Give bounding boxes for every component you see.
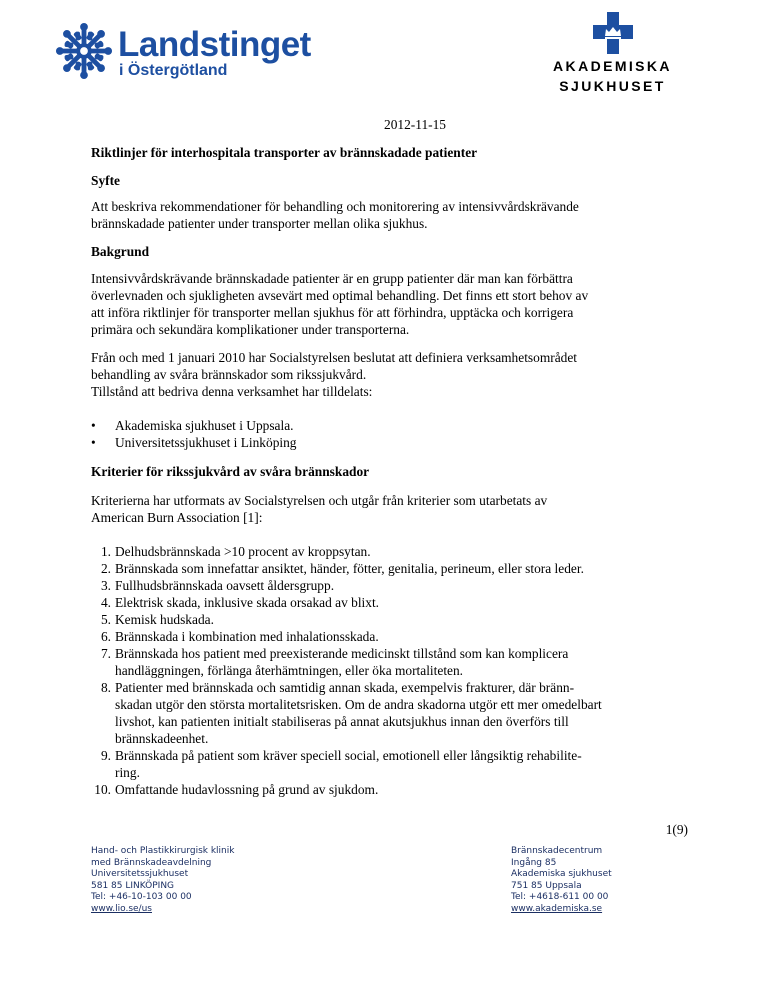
logo-line-sjukhuset: SJUKHUSET (559, 78, 666, 94)
paragraph-line: Intensivvårdskrävande brännskadade patienter är en grupp patienter där man kan förbättra (91, 271, 573, 286)
criteria-number: 5. (100, 612, 111, 627)
bullet-icon: • (91, 418, 96, 433)
logo-subtitle: i Östergötland (119, 62, 228, 79)
paragraph-line: överlevnaden och sjukligheten avsevärt med optimal behandling. Det finns ett stort behov av (91, 288, 589, 303)
criteria-number: 4. (100, 595, 111, 610)
footer-line: Tel: +4618-611 00 00 (511, 892, 609, 902)
criteria-text: Delhudsbrännskada >10 procent av kroppsytan. (115, 544, 371, 559)
list-item (91, 417, 691, 434)
page-number: 1(9) (665, 822, 688, 837)
list-item-text: Akademiska sjukhuset i Uppsala. (115, 418, 294, 433)
footer-right (511, 846, 612, 915)
criteria-item (91, 747, 711, 781)
paragraph-line: behandling av svåra brännskador som rikssjukvård. (91, 367, 367, 382)
footer-line: 751 85 Uppsala (511, 880, 582, 891)
paragraph-line: att införa riktlinjer för transporter mellan sjukhus för att förhindra, upptäcka och korrigera (91, 305, 574, 320)
logo-title: Landstinget (118, 25, 311, 64)
bullet-icon: • (91, 435, 96, 450)
criteria-item (91, 560, 711, 577)
criteria-number: 6. (100, 629, 111, 644)
logo-line-akademiska: AKADEMISKA (553, 58, 672, 74)
bullet-list (91, 417, 691, 451)
paragraph-line: Tillstånd att bedriva denna verksamhet har tilldelats: (91, 384, 373, 399)
paragraph-line: brännskadade patienter under transporter mellan olika sjukhus. (91, 216, 428, 231)
criteria-text: Brännskada som innefattar ansiktet, händer, fötter, genitalia, perineum, eller stora leder. (115, 561, 584, 576)
criteria-text: Fullhudsbrännskada oavsett åldersgrupp. (115, 578, 335, 593)
footer-link-lio[interactable]: www.lio.se/us (91, 903, 152, 914)
criteria-number: 9. (100, 748, 111, 763)
criteria-text: skadan utgör den största mortalitetsrisken. Om de andra skadorna utgör ett mer omedelbart (115, 697, 602, 712)
criteria-text: Omfattande hudavlossning på grund av sjukdom. (115, 782, 379, 797)
snowflake-emblem-icon (55, 22, 113, 80)
crown-cross-icon (593, 12, 633, 54)
criteria-text: ring. (115, 765, 140, 780)
criteria-text: Brännskada i kombination med inhalationsskada. (115, 629, 379, 644)
syfte-paragraph (91, 198, 691, 232)
paragraph-line: primära och sekundära komplikationer under transporterna. (91, 322, 410, 337)
criteria-item (91, 628, 711, 645)
criteria-list (91, 543, 711, 798)
footer-line: 581 85 LINKÖPING (91, 880, 175, 891)
criteria-number: 7. (100, 646, 111, 661)
criteria-item (91, 611, 711, 628)
footer-line: med Brännskadeavdelning (91, 857, 212, 868)
criteria-text: brännskadeenhet. (115, 731, 209, 746)
criteria-text: handläggningen, förlänga återhämtningen, eller öka mortaliteten. (115, 663, 464, 678)
criteria-text: Patienter med brännskada och samtidig annan skada, exempelvis frakturer, där bränn- (115, 680, 575, 695)
heading-syfte: Syfte (91, 173, 121, 188)
akademiska-logo (545, 12, 695, 96)
criteria-number: 10. (94, 782, 111, 797)
criteria-number: 1. (100, 544, 111, 559)
paragraph-line: Kriterierna har utformats av Socialstyrelsen och utgår från kriterier som utarbetats av (91, 493, 548, 508)
criteria-number: 2. (100, 561, 111, 576)
criteria-item (91, 679, 711, 747)
criteria-text: Elektrisk skada, inklusive skada orsakad av blixt. (115, 595, 380, 610)
footer-line: Universitetssjukhuset (91, 869, 189, 879)
criteria-text: Brännskada hos patient med preexisterande medicinskt tillstånd som kan komplicera (115, 646, 569, 661)
paragraph-line: Från och med 1 januari 2010 har Socialstyrelsen beslutat att definiera verksamhetsområdet (91, 350, 577, 365)
criteria-item (91, 543, 711, 560)
document-date: 2012-11-15 (384, 117, 446, 132)
criteria-text: Kemisk hudskada. (115, 612, 214, 627)
footer-line: Hand- och Plastikkirurgisk klinik (91, 846, 235, 856)
paragraph-line: American Burn Association [1]: (91, 510, 263, 525)
socialstyrelsen-paragraph (91, 349, 691, 400)
list-item-text: Universitetssjukhuset i Linköping (115, 435, 297, 450)
criteria-item (91, 781, 711, 798)
heading-bakgrund: Bakgrund (91, 244, 150, 259)
kriterier-intro (91, 492, 691, 526)
paragraph-line: Att beskriva rekommendationer för behandling och monitorering av intensivvårdskrävande (91, 199, 579, 214)
footer-line: Tel: +46-10-103 00 00 (91, 892, 192, 902)
footer-line: Ingång 85 (511, 857, 557, 868)
footer-left (91, 846, 234, 915)
footer-line: Brännskadecentrum (511, 846, 603, 856)
criteria-item (91, 594, 711, 611)
criteria-item (91, 577, 711, 594)
criteria-number: 8. (100, 680, 111, 695)
document-title: Riktlinjer för interhospitala transporter av brännskadade patienter (91, 145, 478, 160)
criteria-text: Brännskada på patient som kräver speciell social, emotionell eller långsiktig rehabilite- (115, 748, 582, 763)
landstinget-logo (55, 22, 315, 82)
heading-kriterier: Kriterier för rikssjukvård av svåra brännskador (91, 464, 370, 479)
bakgrund-paragraph (91, 270, 691, 338)
criteria-number: 3. (100, 578, 111, 593)
criteria-text: livshot, kan patienten initialt stabiliseras på annat akutsjukhus innan den överförs till (115, 714, 569, 729)
list-item (91, 434, 691, 451)
footer-line: Akademiska sjukhuset (511, 869, 612, 879)
footer-link-akademiska[interactable]: www.akademiska.se (511, 903, 603, 914)
criteria-item (91, 645, 711, 679)
